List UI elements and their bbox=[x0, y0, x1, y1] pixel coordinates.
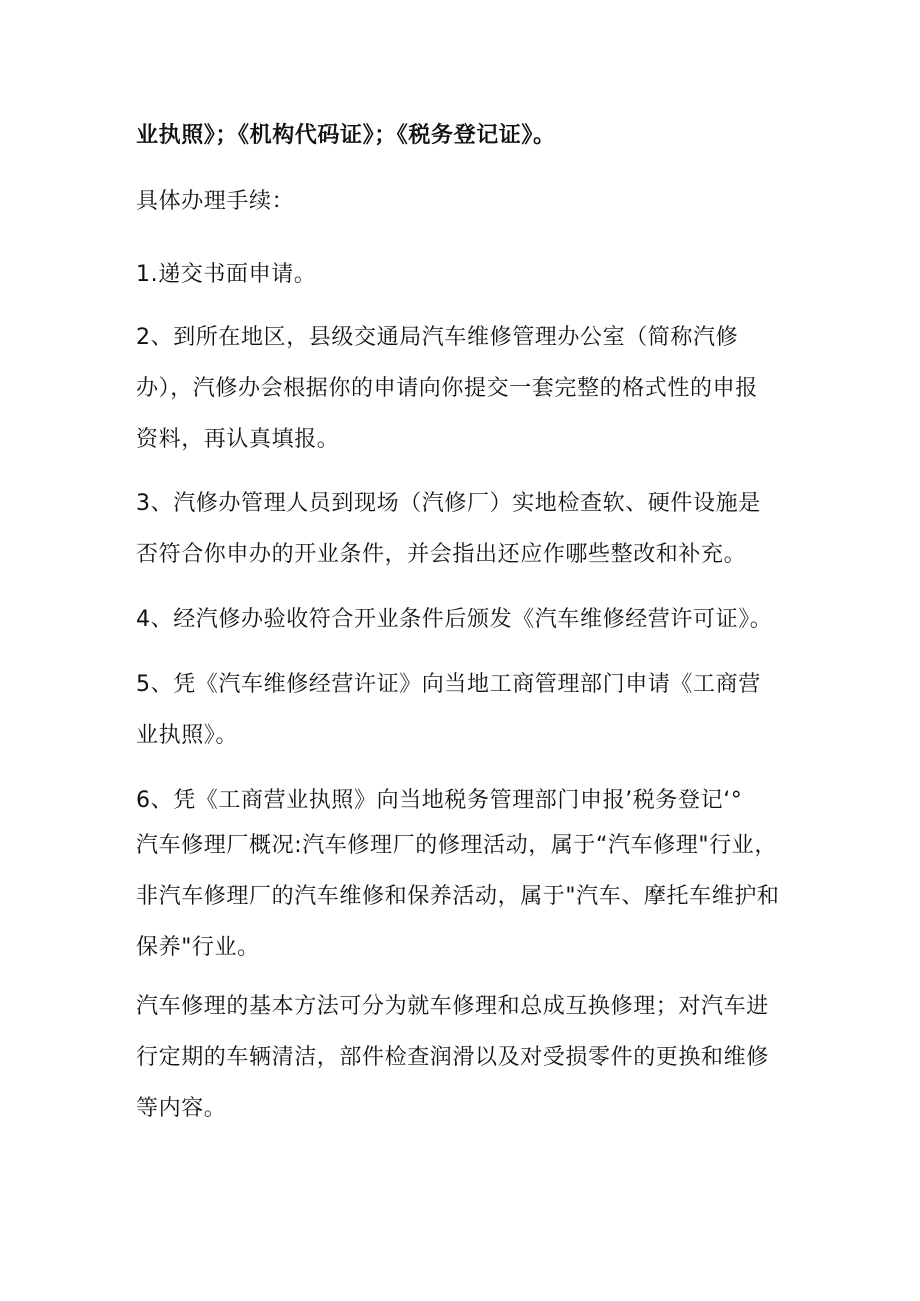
step-2-line-1: 2、到所在地区，县级交通局汽车维修管理办公室（简称汽修 bbox=[136, 325, 739, 350]
methods-line-3: 等内容。 bbox=[136, 1096, 227, 1121]
methods-line-2: 行定期的车辆清洁，部件检查润滑以及对受损零件的更换和维修 bbox=[136, 1045, 769, 1070]
step-3-line-2: 否符合你申办的开业条件，并会指出还应作哪些整改和补充。 bbox=[136, 542, 747, 567]
step-2-line-3: 资料，再认真填报。 bbox=[136, 427, 340, 452]
heading-line: 业执照》；《机构代码证》；《税务登记证》。 bbox=[136, 123, 556, 148]
step-2-line-2: 办），汽修办会根据你的申请向你提交一套完整的格式性的申报 bbox=[136, 376, 758, 401]
step-5-line-2: 业执照》。 bbox=[136, 723, 239, 748]
step-6-text: 6、凭《工商营业执照》向当地税务管理部门申报’税务登记‘° bbox=[136, 788, 743, 813]
overview-line-3: 保养"行业。 bbox=[136, 935, 260, 960]
methods-line-1: 汽车修理的基本方法可分为就车修理和总成互换修理；对汽车进 bbox=[136, 994, 769, 1019]
step-3-line-1: 3、汽修办管理人员到现场（汽修厂）实地检查软、硬件设施是 bbox=[136, 491, 761, 516]
overview-line-2: 非汽车修理厂的汽车维修和保养活动，属于"汽车、摩托车维护和 bbox=[136, 884, 780, 909]
procedures-label: 具体办理手续： bbox=[136, 189, 295, 214]
step-4-text: 4、经汽修办验收符合开业条件后颁发《汽车维修经营许可证》。 bbox=[136, 607, 773, 632]
step-5-line-1: 5、凭《汽车维修经营许证》向当地工商管理部门申请《工商营 bbox=[136, 672, 761, 697]
overview-line-1: 汽车修理厂概况:汽车修理厂的修理活动，属于“汽车修理"行业， bbox=[136, 833, 777, 858]
step-1-text: 1.递交书面申请。 bbox=[136, 262, 317, 287]
